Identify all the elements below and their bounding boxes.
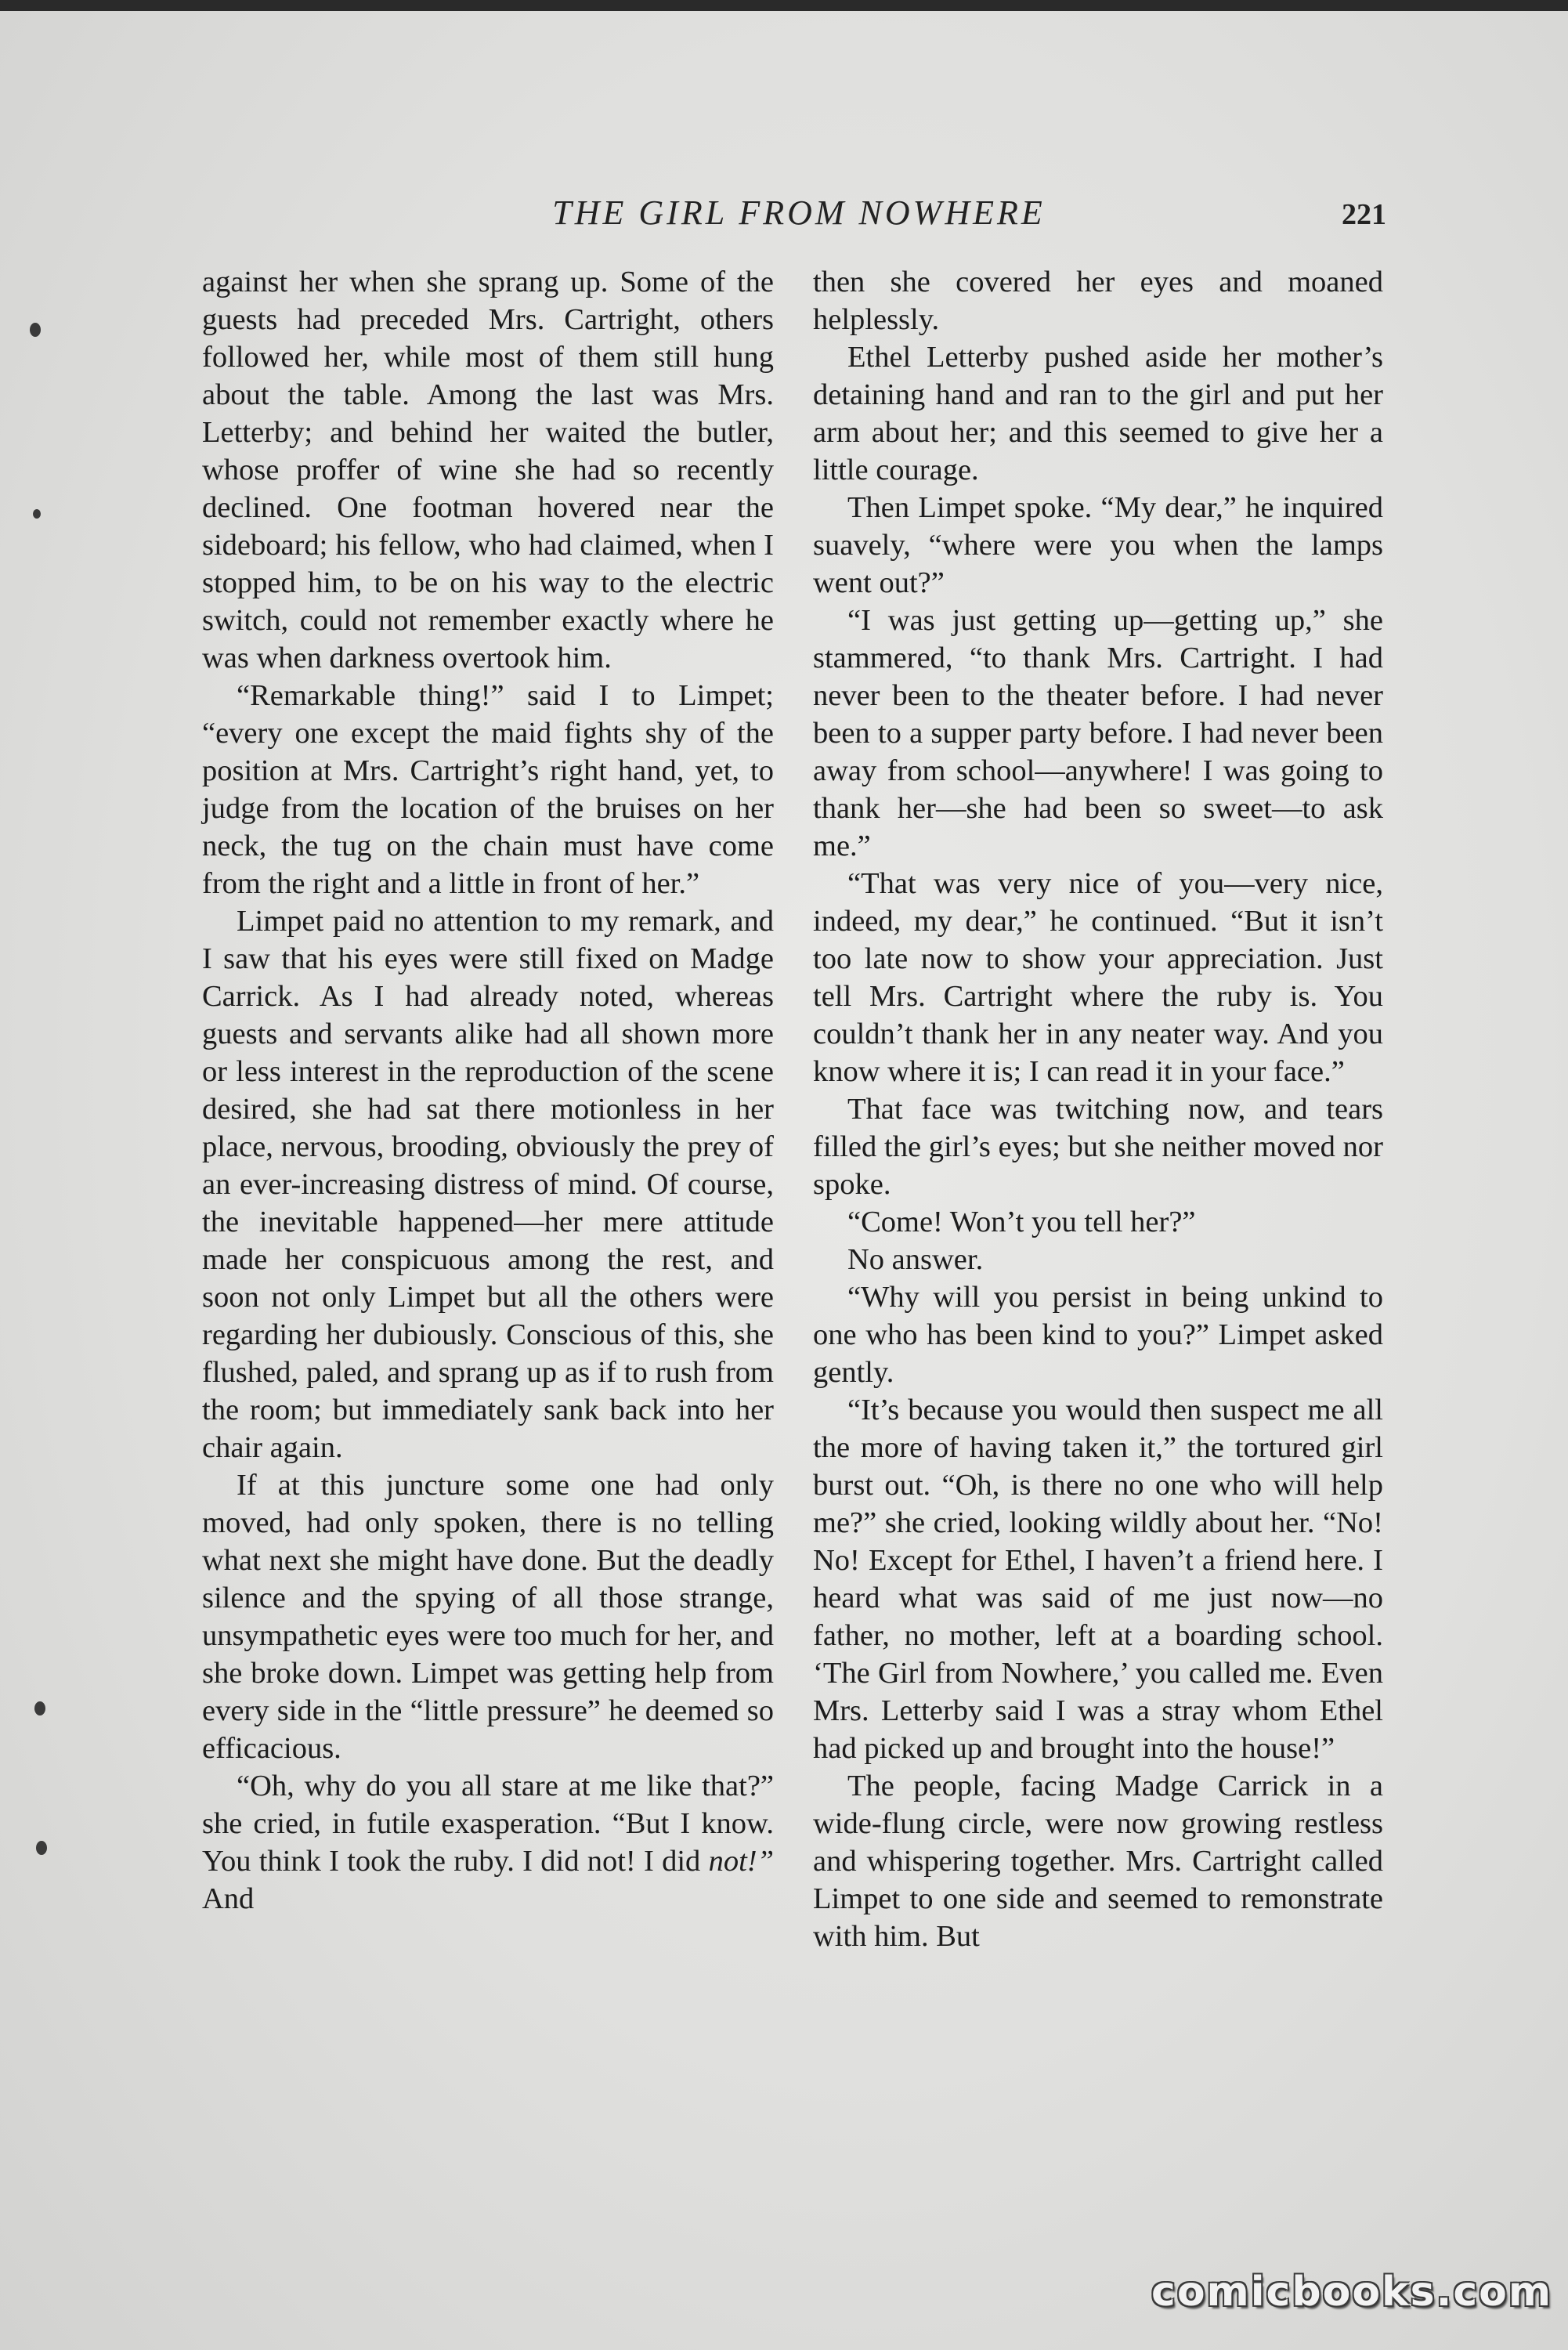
- paragraph-text-tail: And: [202, 1882, 255, 1915]
- paragraph: [813, 1767, 1383, 1955]
- paragraph: [813, 489, 1383, 602]
- paragraph-text: “Come! Won’t you tell her?”: [847, 1206, 1196, 1238]
- paragraph: [813, 865, 1383, 1090]
- paragraph-text: “Why will you persist in being unkind to one who has been kind to you?” Limpet asked gently.: [813, 1281, 1383, 1389]
- paragraph: [202, 902, 774, 1466]
- paragraph: [202, 263, 774, 677]
- binding-hole: [33, 509, 41, 519]
- paragraph: [813, 1090, 1383, 1203]
- watermark-logo: comicbooks.com: [1151, 2269, 1553, 2316]
- running-head-title: THE GIRL FROM NOWHERE: [552, 193, 1046, 232]
- paragraph: [813, 1241, 1383, 1278]
- paragraph-text: “That was very nice of you—very nice, indeed, my dear,” he continued. “But it isn’t too late now to show your appreciation. Just tell Mrs. Cartright where the ruby is. You couldn’t thank her in any neater way. And you know where it is; I can read it in your face.”: [813, 867, 1383, 1088]
- paragraph-text: The people, facing Madge Carrick in a wide-flung circle, were now growing restless and whispering together. Mrs. Cartright called Limpet to one side and seemed to remonstrate with him. But: [813, 1770, 1383, 1953]
- paragraph: [813, 338, 1383, 489]
- paragraph-text: “I was just getting up—getting up,” she stammered, “to thank Mrs. Cartright. I had never been to the theater before. I had never been to a supper party before. I had never been away from school—anywhere! I was going to thank her—she had been so sweet—to ask me.”: [813, 604, 1383, 862]
- paragraph: [202, 1767, 774, 1918]
- page-number: 221: [1342, 198, 1386, 231]
- paragraph-text: No answer.: [847, 1243, 984, 1276]
- paragraph: [202, 1466, 774, 1767]
- paragraph-text: “Remarkable thing!” said I to Limpet; “every one except the maid fights shy of the position at Mrs. Cartright’s right hand, yet, to judge from the location of the bruises on her neck, the tug on the chain must have come from the right and a little in front of her.”: [202, 679, 774, 900]
- paragraph-text: Ethel Letterby pushed aside her mother’s detaining hand and ran to the girl and put her arm about her; and this seemed to give her a little courage.: [813, 341, 1383, 486]
- paragraph: [813, 1278, 1383, 1391]
- paragraph-text: Then Limpet spoke. “My dear,” he inquired suavely, “where were you when the lamps went out?”: [813, 491, 1383, 599]
- paragraph: [813, 1203, 1383, 1241]
- paragraph: [813, 263, 1383, 338]
- paragraph-text: against her when she sprang up. Some of the guests had preceded Mrs. Cartright, others followed her, while most of them still hung about the table. Among the last was Mrs. Letterby; and behind her waited the butler, whose proffer of wine she had so recently declined. One footman hovered near the sideboard; his fellow, who had claimed, when I stopped him, to be on his way to the electric switch, could not remember exactly where he was when darkness overtook him.: [202, 266, 774, 674]
- binding-hole: [30, 323, 41, 337]
- emphasized-text: not!”: [708, 1845, 774, 1878]
- paragraph: [813, 602, 1383, 865]
- paragraph: [813, 1391, 1383, 1767]
- paragraph-text: then she covered her eyes and moaned helplessly.: [813, 266, 1383, 336]
- paragraph-text: If at this juncture some one had only moved, had only spoken, there is no telling what next she might have done. But the deadly silence and the spying of all those strange, unsympathetic eyes were too much for her, and she broke down. Limpet was getting help from every side in the “little pressure” he deemed so efficacious.: [202, 1469, 774, 1765]
- paragraph-text: “Oh, why do you all stare at me like that?” she cried, in futile exasperation. “But I know. You think I took the ruby. I did not! I did: [202, 1770, 774, 1878]
- paragraph: [202, 677, 774, 902]
- top-edge-rule: [0, 0, 1568, 11]
- binding-hole: [34, 1701, 45, 1716]
- right-text-column: [813, 263, 1383, 1955]
- left-text-column: [202, 263, 774, 1918]
- paragraph-text: That face was twitching now, and tears filled the girl’s eyes; but she neither moved nor spoke.: [813, 1093, 1383, 1201]
- paragraph-text: Limpet paid no attention to my remark, and I saw that his eyes were still fixed on Madge Carrick. As I had already noted, whereas guests and servants alike had all shown more or less interest in the reproduction of the scene desired, she had sat there motionless in her place, nervous, brooding, obviously the prey of an ever-increasing distress of mind. Of course, the inevitable happened—her mere attitude made her conspicuous among the rest, and soon not only Limpet but all the others were regarding her dubiously. Conscious of this, she flushed, paled, and sprang up as if to rush from the room; but immediately sank back into her chair again.: [202, 905, 774, 1464]
- binding-hole: [36, 1841, 47, 1855]
- paragraph-text: “It’s because you would then suspect me all the more of having taken it,” the tortured girl burst out. “Oh, is there no one who will help me?” she cried, looking wildly about her. “No! No! Except for Ethel, I haven’t a friend here. I heard what was said of me just now—no father, no mother, left at a boarding school. ‘The Girl from Nowhere,’ you called me. Even Mrs. Letterby said I was a stray whom Ethel had picked up and brought into the house!”: [813, 1394, 1383, 1765]
